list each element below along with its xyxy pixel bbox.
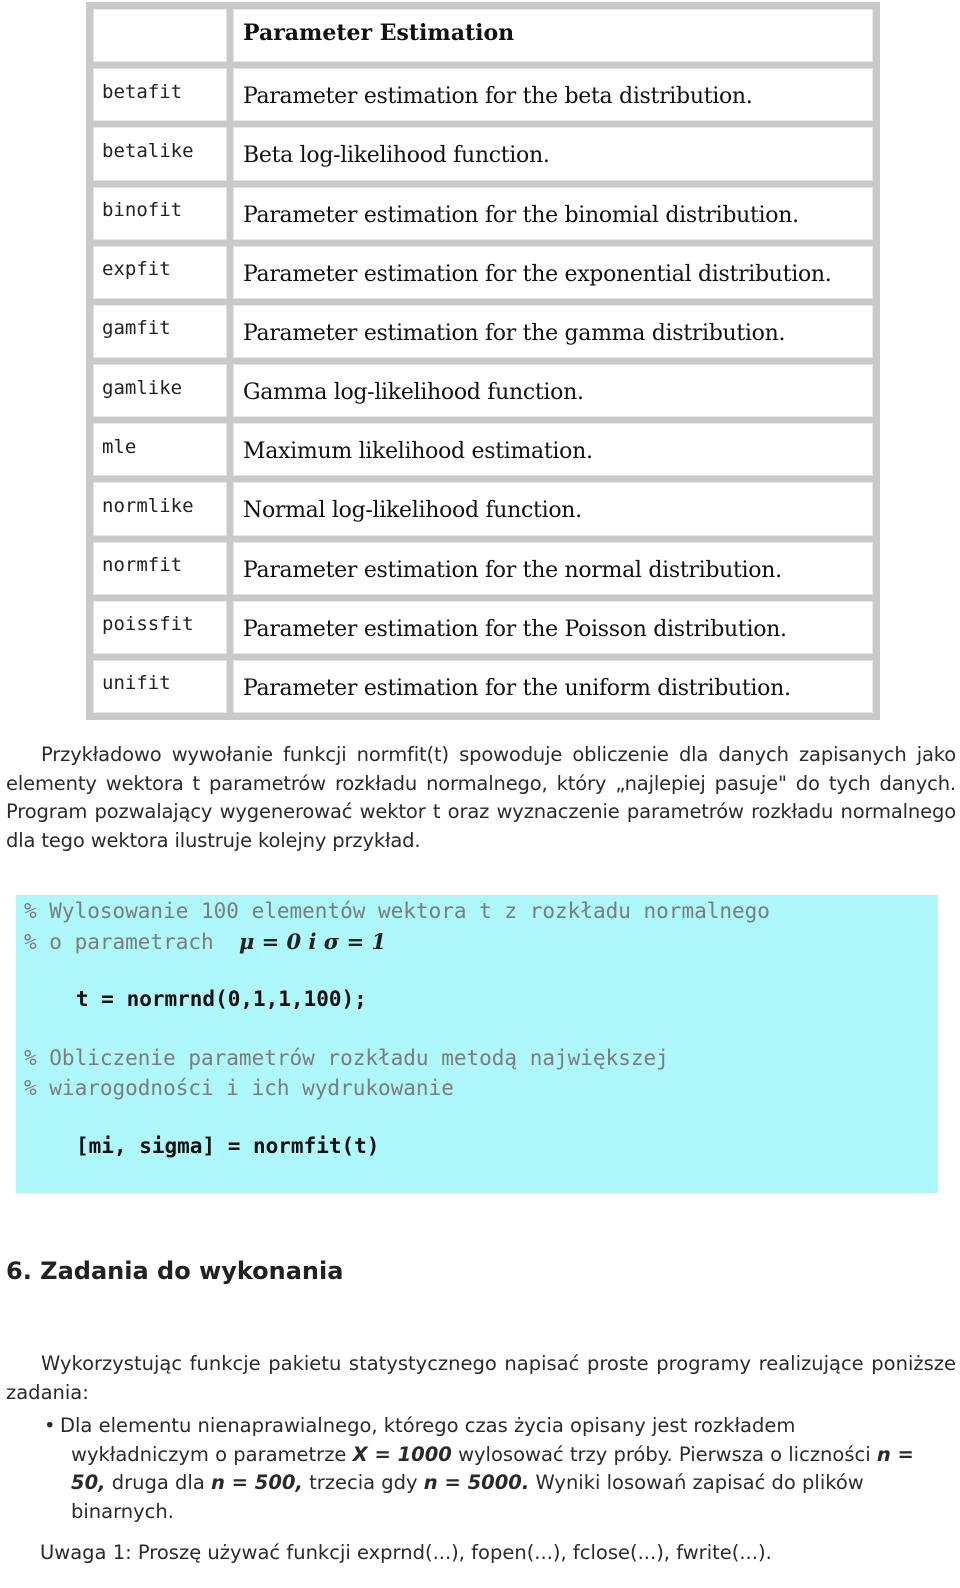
bullet-text: trzecia gdy [302,1471,424,1494]
function-description: Gamma log-likelihood function. [233,364,873,417]
math-sigma: σ = 1 [323,929,387,954]
intro-paragraph [6,741,956,855]
code-comment: % Obliczenie parametrów rozkładu metodą największej [24,1046,669,1070]
bullet-emphasis: n = 500, [210,1471,303,1494]
function-name: gamfit [93,305,227,358]
function-description: Parameter estimation for the binomial distribution. [233,187,873,240]
function-name: normfit [93,542,227,595]
function-description: Beta log-likelihood function. [233,127,873,180]
intro-paragraph-text: Przykładowo wywołanie funkcji normfit(t) spowoduje obliczenie dla danych zapisanych jako elementy wektora t parametrów rozkładu normalnego, który „najlepiej pasuje" do tych danych. Program pozwalający wygenerować wektor t oraz wyznaczenie parametrów rozkładu normalnego dla tego wektora ilustruje kolejny przykład. [6,743,956,852]
function-name: betafit [93,68,227,121]
function-description: Parameter estimation for the gamma distribution. [233,305,873,358]
function-name: poissfit [93,601,227,654]
math-mu: μ = 0 [238,929,302,954]
bullet-text: druga dla [105,1471,211,1494]
function-name: expfit [93,246,227,299]
math-and: i [301,929,324,954]
code-command: [mi, sigma] = normfit(t) [76,1134,380,1158]
function-name: gamlike [93,364,227,417]
function-description: Parameter estimation for the Poisson distribution. [233,601,873,654]
function-description: Parameter estimation for the normal distribution. [233,542,873,595]
function-description: Maximum likelihood estimation. [233,423,873,476]
section-title: 6. Zadania do wykonania [6,1257,344,1285]
bullet-emphasis: n = 50, [71,1442,914,1494]
parameter-estimation-table [86,2,880,720]
function-description: Parameter estimation for the exponential distribution. [233,246,873,299]
bullet-text: wylosować trzy próby. Pierwsza o liczności [451,1442,877,1466]
bullet-emphasis: X = 1000 [352,1442,452,1466]
code-comment-params [24,929,386,954]
code-comment-prefix: % o parametrach [24,930,239,954]
function-name: unifit [93,660,227,713]
function-description: Parameter estimation for the uniform distribution. [233,660,873,713]
function-name: binofit [93,187,227,240]
bullet-text: Wyniki losowań zapisać do plików binarnych. [71,1471,864,1523]
matlab-code-block [16,895,938,1193]
code-comment: % Wylosowanie 100 elementów wektora t z rozkładu normalnego [24,899,770,923]
bullet-emphasis: n = 5000. [423,1471,530,1494]
code-command: t = normrnd(0,1,1,100); [76,987,367,1011]
table-header-empty-cell [93,9,227,62]
table-header: Parameter Estimation [233,9,873,62]
note-text: Uwaga 1: Proszę używać funkcji exprnd(...), fopen(...), fclose(...), fwrite(...). [40,1541,772,1564]
function-name: betalike [93,127,227,180]
bullet-icon: • [44,1414,56,1437]
task-intro-paragraph [6,1350,956,1407]
task-intro-text: Wykorzystując funkcje pakietu statystycznego napisać proste programy realizujące poniższe zadania: [6,1352,956,1404]
function-description: Parameter estimation for the beta distribution. [233,68,873,121]
code-comment: % wiarogodności i ich wydrukowanie [24,1076,454,1100]
function-name: normlike [93,482,227,535]
function-name: mle [93,423,227,476]
bullet-text: Dla elementu nienaprawialnego, którego czas życia opisany jest rozkładem wykładniczym o parametrze [60,1414,796,1466]
task-bullet-item [44,1412,924,1526]
function-description: Normal log-likelihood function. [233,482,873,535]
